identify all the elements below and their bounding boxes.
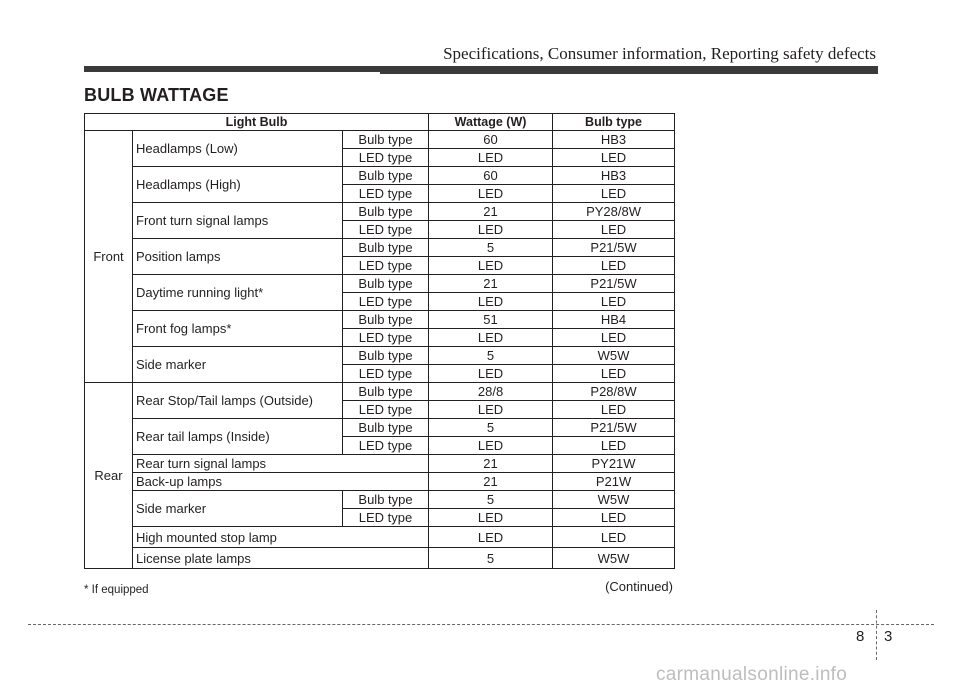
table-row bbox=[85, 311, 675, 329]
wattage-cell: 21 bbox=[429, 455, 553, 473]
bulb-type-cell: LED bbox=[553, 293, 675, 311]
bulb-type-cell: HB3 bbox=[553, 167, 675, 185]
sub-type: Bulb type bbox=[343, 383, 429, 401]
wattage-cell: 5 bbox=[429, 347, 553, 365]
item-name: Rear turn signal lamps bbox=[133, 455, 429, 473]
bulb-type-cell: LED bbox=[553, 365, 675, 383]
footnote: * If equipped bbox=[84, 584, 149, 596]
wattage-cell: 21 bbox=[429, 473, 553, 491]
sub-type: Bulb type bbox=[343, 419, 429, 437]
bulb-type-cell: PY28/8W bbox=[553, 203, 675, 221]
sub-type: LED type bbox=[343, 293, 429, 311]
wattage-cell: 5 bbox=[429, 491, 553, 509]
item-name: Side marker bbox=[133, 347, 343, 383]
table-row bbox=[85, 167, 675, 185]
sub-type: Bulb type bbox=[343, 275, 429, 293]
item-name: License plate lamps bbox=[133, 548, 429, 569]
item-name: Front turn signal lamps bbox=[133, 203, 343, 239]
bulb-wattage-table bbox=[84, 113, 675, 569]
sub-type: LED type bbox=[343, 329, 429, 347]
section-title: BULB WATTAGE bbox=[84, 85, 229, 105]
table-row bbox=[85, 473, 675, 491]
table-row bbox=[85, 419, 675, 437]
wattage-cell: LED bbox=[429, 149, 553, 167]
wattage-cell: LED bbox=[429, 329, 553, 347]
table-row bbox=[85, 548, 675, 569]
bulb-type-cell: LED bbox=[553, 509, 675, 527]
header-rule-thick bbox=[380, 66, 878, 74]
bulb-type-cell: P21/5W bbox=[553, 239, 675, 257]
sub-type: LED type bbox=[343, 401, 429, 419]
header-light-bulb: Light Bulb bbox=[85, 114, 429, 131]
wattage-cell: 5 bbox=[429, 419, 553, 437]
wattage-cell: LED bbox=[429, 257, 553, 275]
sub-type: LED type bbox=[343, 257, 429, 275]
wattage-cell: LED bbox=[429, 437, 553, 455]
table-row bbox=[85, 347, 675, 365]
wattage-cell: 21 bbox=[429, 275, 553, 293]
wattage-cell: LED bbox=[429, 401, 553, 419]
page-chapter: 8 bbox=[856, 628, 865, 645]
bulb-type-cell: PY21W bbox=[553, 455, 675, 473]
wattage-cell: 28/8 bbox=[429, 383, 553, 401]
item-name: Side marker bbox=[133, 491, 343, 527]
sub-type: LED type bbox=[343, 185, 429, 203]
bulb-type-cell: W5W bbox=[553, 548, 675, 569]
sub-type: Bulb type bbox=[343, 203, 429, 221]
bulb-type-cell: W5W bbox=[553, 347, 675, 365]
item-name: Front fog lamps* bbox=[133, 311, 343, 347]
sub-type: LED type bbox=[343, 437, 429, 455]
continued-label: (Continued) bbox=[605, 579, 673, 594]
sub-type: Bulb type bbox=[343, 491, 429, 509]
table-row bbox=[85, 527, 675, 548]
item-name: Headlamps (High) bbox=[133, 167, 343, 203]
group-label-front: Front bbox=[85, 131, 133, 383]
page-number: 3 bbox=[884, 628, 893, 645]
header-bulb-type: Bulb type bbox=[553, 114, 675, 131]
wattage-cell: LED bbox=[429, 293, 553, 311]
table-row bbox=[85, 383, 675, 401]
page-number-divider bbox=[876, 610, 877, 660]
sub-type: LED type bbox=[343, 509, 429, 527]
sub-type: Bulb type bbox=[343, 239, 429, 257]
bulb-type-cell: LED bbox=[553, 185, 675, 203]
bulb-type-cell: HB4 bbox=[553, 311, 675, 329]
wattage-cell: 60 bbox=[429, 131, 553, 149]
table-row bbox=[85, 275, 675, 293]
bulb-type-cell: LED bbox=[553, 257, 675, 275]
item-name: Rear tail lamps (Inside) bbox=[133, 419, 343, 455]
bulb-type-cell: LED bbox=[553, 527, 675, 548]
bulb-type-cell: P21/5W bbox=[553, 419, 675, 437]
wattage-cell: 21 bbox=[429, 203, 553, 221]
wattage-cell: LED bbox=[429, 527, 553, 548]
table-row bbox=[85, 239, 675, 257]
table-row bbox=[85, 491, 675, 509]
table-header-row bbox=[85, 114, 675, 131]
group-label-rear: Rear bbox=[85, 383, 133, 569]
wattage-cell: LED bbox=[429, 185, 553, 203]
bulb-type-cell: LED bbox=[553, 149, 675, 167]
bulb-type-cell: LED bbox=[553, 329, 675, 347]
running-header: Specifications, Consumer information, Reporting safety defects bbox=[443, 44, 876, 63]
sub-type: Bulb type bbox=[343, 131, 429, 149]
header-wattage: Wattage (W) bbox=[429, 114, 553, 131]
bulb-type-cell: LED bbox=[553, 401, 675, 419]
bulb-type-cell: P28/8W bbox=[553, 383, 675, 401]
bulb-type-cell: HB3 bbox=[553, 131, 675, 149]
sub-type: LED type bbox=[343, 221, 429, 239]
item-name: Position lamps bbox=[133, 239, 343, 275]
bulb-type-cell: P21W bbox=[553, 473, 675, 491]
wattage-cell: LED bbox=[429, 221, 553, 239]
item-name: Daytime running light* bbox=[133, 275, 343, 311]
table-row bbox=[85, 455, 675, 473]
wattage-cell: LED bbox=[429, 365, 553, 383]
sub-type: Bulb type bbox=[343, 167, 429, 185]
sub-type: LED type bbox=[343, 365, 429, 383]
watermark: carmanualsonline.info bbox=[656, 664, 848, 685]
bulb-type-cell: LED bbox=[553, 437, 675, 455]
wattage-cell: 60 bbox=[429, 167, 553, 185]
wattage-cell: 51 bbox=[429, 311, 553, 329]
footer-rule bbox=[28, 624, 934, 625]
wattage-cell: 5 bbox=[429, 548, 553, 569]
bulb-type-cell: P21/5W bbox=[553, 275, 675, 293]
sub-type: Bulb type bbox=[343, 311, 429, 329]
table-row bbox=[85, 131, 675, 149]
item-name: Rear Stop/Tail lamps (Outside) bbox=[133, 383, 343, 419]
wattage-cell: 5 bbox=[429, 239, 553, 257]
item-name: Headlamps (Low) bbox=[133, 131, 343, 167]
wattage-cell: LED bbox=[429, 509, 553, 527]
bulb-type-cell: LED bbox=[553, 221, 675, 239]
sub-type: LED type bbox=[343, 149, 429, 167]
bulb-type-cell: W5W bbox=[553, 491, 675, 509]
sub-type: Bulb type bbox=[343, 347, 429, 365]
table-row bbox=[85, 203, 675, 221]
item-name: High mounted stop lamp bbox=[133, 527, 429, 548]
item-name: Back-up lamps bbox=[133, 473, 429, 491]
